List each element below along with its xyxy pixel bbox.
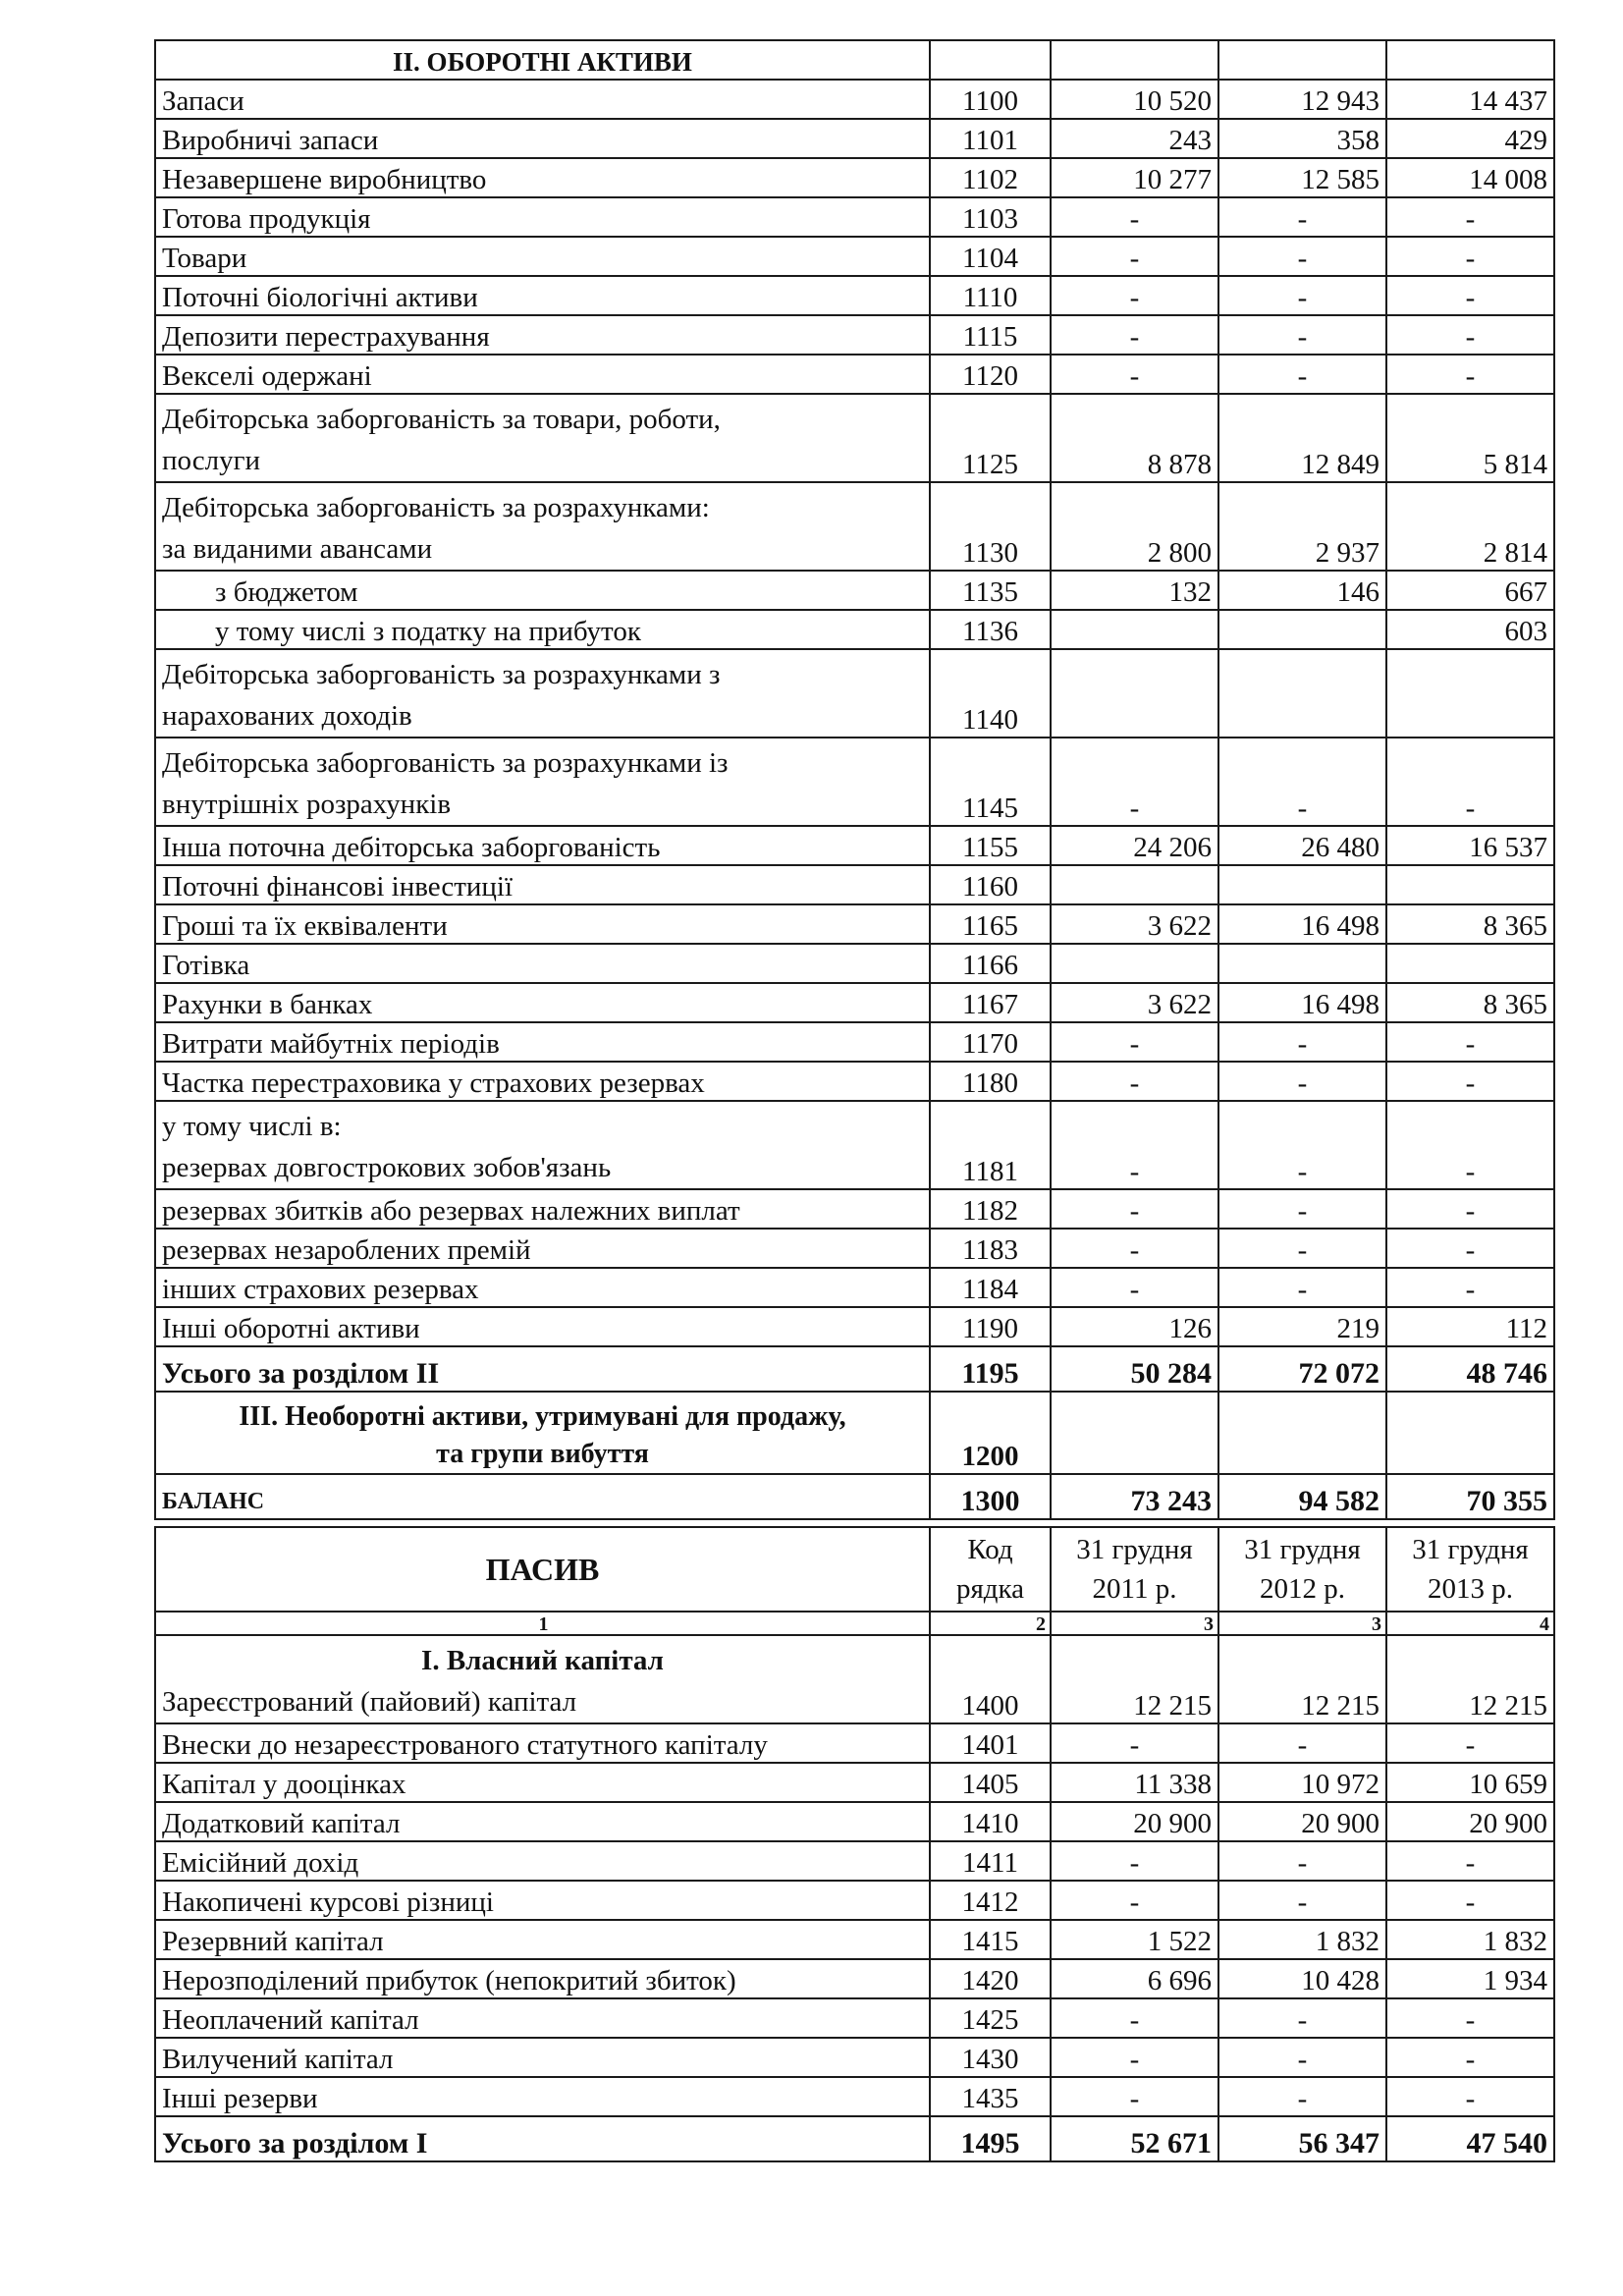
value-2011: 52 671 [1051,2116,1218,2161]
row-label: Поточні біологічні активи [155,276,930,315]
value-2012 [1218,610,1386,649]
value-2012: 10 972 [1218,1763,1386,1802]
table-row [155,80,1554,119]
value-2011: - [1051,1189,1218,1229]
row-label: Поточні фінансові інвестиції [155,865,930,904]
value-2013: 2 814 [1386,482,1554,571]
row-code: 1183 [930,1229,1051,1268]
row-label: у тому числі з податку на прибуток [155,610,930,649]
table-row [155,1307,1554,1346]
row-code: 1100 [930,80,1051,119]
value-2012: 16 498 [1218,904,1386,944]
table-row [155,119,1554,158]
value-2013: 14 008 [1386,158,1554,197]
value-2013 [1386,649,1554,738]
value-2013 [1386,865,1554,904]
value-2011: - [1051,1841,1218,1881]
row-label [155,649,930,738]
value-2013 [1386,944,1554,983]
column-2012-header-line-1: 31 грудня [1244,1534,1361,1565]
value-2011: - [1051,276,1218,315]
table-gap [155,1519,1554,1527]
row-code: 1110 [930,276,1051,315]
table-row [155,276,1554,315]
value-2012: - [1218,1841,1386,1881]
value-2013: - [1386,355,1554,394]
value-2013: 16 537 [1386,826,1554,865]
value-2013: 5 814 [1386,394,1554,482]
row-code: 1102 [930,158,1051,197]
value-2011: 6 696 [1051,1959,1218,1998]
row-code: 1125 [930,394,1051,482]
row-code: 1182 [930,1189,1051,1229]
table-row [155,1763,1554,1802]
value-2013: 667 [1386,571,1554,610]
value-2012: 26 480 [1218,826,1386,865]
value-2013: - [1386,237,1554,276]
value-2013: 10 659 [1386,1763,1554,1802]
row-label: Товари [155,237,930,276]
row-label: інших страхових резервах [155,1268,930,1307]
value-2013 [1386,1392,1554,1474]
code-header [930,1527,1051,1612]
value-2012 [1218,40,1386,80]
value-2013: - [1386,1101,1554,1189]
row-code: 1101 [930,119,1051,158]
value-2013: - [1386,1062,1554,1101]
value-2012: 12 849 [1218,394,1386,482]
table-row [155,315,1554,355]
table-row [155,610,1554,649]
value-2011: - [1051,1022,1218,1062]
table-row [155,944,1554,983]
value-2012 [1218,1392,1386,1474]
row-label-line-2: за виданими авансами [162,533,433,565]
value-2011: - [1051,1101,1218,1189]
value-2013: - [1386,197,1554,237]
row-label: Готівка [155,944,930,983]
row-label: Незавершене виробництво [155,158,930,197]
table-row [155,1101,1554,1189]
value-2013: 48 746 [1386,1346,1554,1392]
row-code: 1401 [930,1723,1051,1763]
value-2011: - [1051,2077,1218,2116]
section-title-row [155,40,1554,80]
value-2013: 1 934 [1386,1959,1554,1998]
column-number: 3 [1051,1612,1218,1635]
row-code: 1300 [930,1474,1051,1519]
row-code: 1195 [930,1346,1051,1392]
row-label: Інші оборотні активи [155,1307,930,1346]
value-2013: - [1386,1881,1554,1920]
column-2012-header [1218,1527,1386,1612]
balance-sheet-page [154,39,1553,2162]
value-2012: - [1218,237,1386,276]
row-label: Додатковий капітал [155,1802,930,1841]
value-2012: 12 943 [1218,80,1386,119]
value-2012: 20 900 [1218,1802,1386,1841]
row-label-line-1: Дебіторська заборгованість за розрахунками із [162,747,729,779]
row-label: резервах збитків або резервах належних виплат [155,1189,930,1229]
value-2012: 72 072 [1218,1346,1386,1392]
gap-cell [1218,1519,1386,1527]
value-2011: 8 878 [1051,394,1218,482]
row-code: 1115 [930,315,1051,355]
table-row [155,865,1554,904]
row-code: 1430 [930,2038,1051,2077]
value-2011: 3 622 [1051,904,1218,944]
row-code: 1140 [930,649,1051,738]
row-label: Капітал у дооцінках [155,1763,930,1802]
table-row [155,1881,1554,1920]
column-number-row [155,1612,1554,1635]
row-label: Нерозподілений прибуток (непокритий збиток) [155,1959,930,1998]
value-2012: - [1218,738,1386,826]
row-label: Емісійний дохід [155,1841,930,1881]
row-code: 1160 [930,865,1051,904]
table-row [155,1062,1554,1101]
row-label: Векселі одержані [155,355,930,394]
row-label: Запаси [155,80,930,119]
value-2011: 24 206 [1051,826,1218,865]
value-2011: - [1051,197,1218,237]
code-header-line-1: Код [967,1534,1013,1565]
value-2012: - [1218,1022,1386,1062]
row-code: 1400 [930,1635,1051,1723]
value-2011: 132 [1051,571,1218,610]
value-2013: - [1386,1189,1554,1229]
table-row [155,983,1554,1022]
row-label-line-2: послуги [162,445,260,476]
value-2012: 2 937 [1218,482,1386,571]
value-2011: 50 284 [1051,1346,1218,1392]
value-2013: - [1386,1998,1554,2038]
liabilities-title: ПАСИВ [155,1527,930,1612]
table-row [155,1802,1554,1841]
value-2011 [1051,40,1218,80]
section-3-title-line-1: ІІІ. Необоротні активи, утримувані для продажу, [239,1401,846,1432]
value-2012: - [1218,1881,1386,1920]
table-row [155,158,1554,197]
gap-cell [1051,1519,1218,1527]
row-label: Усього за розділом І [155,2116,930,2161]
column-number: 3 [1218,1612,1386,1635]
code-header-line-2: рядка [955,1573,1025,1605]
value-2012 [1218,865,1386,904]
row-label-line-1: Дебіторська заборгованість за товари, роботи, [162,404,721,435]
table-row [155,2038,1554,2077]
table-row [155,197,1554,237]
table-row [155,1841,1554,1881]
value-2012 [1218,649,1386,738]
column-2011-header-line-2: 2011 р. [1092,1573,1177,1605]
column-2013-header [1386,1527,1554,1612]
value-2011: 1 522 [1051,1920,1218,1959]
row-label: Усього за розділом ІІ [155,1346,930,1392]
value-2011: 2 800 [1051,482,1218,571]
value-2012: - [1218,1229,1386,1268]
row-code: 1190 [930,1307,1051,1346]
row-code: 1103 [930,197,1051,237]
value-2013: 603 [1386,610,1554,649]
row-label [155,394,930,482]
row-code: 1130 [930,482,1051,571]
column-2013-header-line-2: 2013 р. [1428,1573,1513,1605]
section-total-row [155,2116,1554,2161]
table-row [155,826,1554,865]
value-2012: 12 215 [1218,1635,1386,1723]
value-2012: - [1218,315,1386,355]
row-code: 1181 [930,1101,1051,1189]
value-2012: 10 428 [1218,1959,1386,1998]
section-3-title-line-2: та групи вибуття [436,1439,649,1469]
value-2011: - [1051,237,1218,276]
column-2013-header-line-1: 31 грудня [1412,1534,1529,1565]
row-code: 1410 [930,1802,1051,1841]
row-code: 1495 [930,2116,1051,2161]
table-row [155,1959,1554,1998]
row-code: 1120 [930,355,1051,394]
value-2013: - [1386,2077,1554,2116]
value-2013: - [1386,1841,1554,1881]
value-2013: - [1386,738,1554,826]
value-2012: - [1218,1101,1386,1189]
row-code: 1136 [930,610,1051,649]
value-2012: - [1218,355,1386,394]
value-2012: - [1218,1268,1386,1307]
column-2011-header-line-1: 31 грудня [1076,1534,1193,1565]
value-2011: 126 [1051,1307,1218,1346]
row-label-line-2: внутрішніх розрахунків [162,789,452,820]
row-code: 1184 [930,1268,1051,1307]
value-2013: - [1386,1268,1554,1307]
value-2012: - [1218,276,1386,315]
row-label [155,482,930,571]
row-label: з бюджетом [155,571,930,610]
row-label-line-1: Дебіторська заборгованість за розрахунками: [162,492,710,523]
column-2011-header [1051,1527,1218,1612]
value-2011 [1051,865,1218,904]
section-title: ІІ. ОБОРОТНІ АКТИВИ [155,40,930,80]
row-label: резервах незароблених премій [155,1229,930,1268]
balance-row [155,1474,1554,1519]
value-2013: - [1386,1723,1554,1763]
gap-cell [930,1519,1051,1527]
value-2013: 429 [1386,119,1554,158]
row-label-text: Зареєстрований (пайовий) капітал [162,1686,577,1718]
value-2013: - [1386,276,1554,315]
value-2013: - [1386,2038,1554,2077]
value-2011 [1051,610,1218,649]
value-2011 [1051,649,1218,738]
value-2012: 1 832 [1218,1920,1386,1959]
table-row [155,649,1554,738]
table-row [155,1022,1554,1062]
value-2011: 20 900 [1051,1802,1218,1841]
value-2013: - [1386,1022,1554,1062]
table-body [155,40,1554,2161]
column-2012-header-line-2: 2012 р. [1260,1573,1345,1605]
table-row [155,1635,1554,1723]
value-2011: 10 277 [1051,158,1218,197]
row-label: БАЛАНС [155,1474,930,1519]
value-2011: 3 622 [1051,983,1218,1022]
value-2012: - [1218,1723,1386,1763]
value-2012: - [1218,1998,1386,2038]
row-code: 1165 [930,904,1051,944]
row-label-line-1: Дебіторська заборгованість за розрахунками з [162,659,721,690]
row-code: 1405 [930,1763,1051,1802]
row-code: 1180 [930,1062,1051,1101]
value-2011: - [1051,738,1218,826]
value-2011: - [1051,1881,1218,1920]
table-row [155,394,1554,482]
row-code: 1200 [930,1392,1051,1474]
value-2012: - [1218,197,1386,237]
row-code: 1167 [930,983,1051,1022]
value-2012: - [1218,2038,1386,2077]
value-2011: 12 215 [1051,1635,1218,1723]
value-2012: - [1218,1062,1386,1101]
table-row [155,1189,1554,1229]
value-2011: - [1051,1998,1218,2038]
value-2011: - [1051,1723,1218,1763]
value-2011: - [1051,1062,1218,1101]
section-3-title [155,1392,930,1474]
table-row [155,571,1554,610]
row-code: 1415 [930,1920,1051,1959]
value-2012 [1218,944,1386,983]
value-2012: - [1218,1189,1386,1229]
row-label [155,738,930,826]
value-2013: - [1386,1229,1554,1268]
value-2012: 94 582 [1218,1474,1386,1519]
table-row [155,482,1554,571]
row-label [155,1635,930,1723]
row-label: Витрати майбутніх періодів [155,1022,930,1062]
row-label: Неоплачений капітал [155,1998,930,2038]
value-2011 [1051,1392,1218,1474]
section-3-row [155,1392,1554,1474]
value-2013 [1386,40,1554,80]
row-code: 1425 [930,1998,1051,2038]
value-2013: 20 900 [1386,1802,1554,1841]
row-code [930,40,1051,80]
row-code: 1435 [930,2077,1051,2116]
table-row [155,1998,1554,2038]
value-2011: 10 520 [1051,80,1218,119]
value-2011: 11 338 [1051,1763,1218,1802]
row-code: 1135 [930,571,1051,610]
table-row [155,2077,1554,2116]
section-total-row [155,1346,1554,1392]
row-code: 1104 [930,237,1051,276]
table-row [155,355,1554,394]
value-2011: - [1051,1229,1218,1268]
value-2011: - [1051,355,1218,394]
row-label: Накопичені курсові різниці [155,1881,930,1920]
row-code: 1411 [930,1841,1051,1881]
value-2013: 70 355 [1386,1474,1554,1519]
row-label: Депозити перестрахування [155,315,930,355]
row-label: Внески до незареєстрованого статутного капіталу [155,1723,930,1763]
row-label: Рахунки в банках [155,983,930,1022]
gap-cell [1386,1519,1554,1527]
value-2011: - [1051,2038,1218,2077]
table-row [155,1229,1554,1268]
row-code: 1412 [930,1881,1051,1920]
value-2012: 146 [1218,571,1386,610]
value-2011: 73 243 [1051,1474,1218,1519]
value-2012: 219 [1218,1307,1386,1346]
equity-section-title: І. Власний капітал [421,1645,664,1676]
value-2012: 12 585 [1218,158,1386,197]
gap-cell [155,1519,930,1527]
value-2012: - [1218,2077,1386,2116]
value-2012: 16 498 [1218,983,1386,1022]
row-label: Частка перестраховика у страхових резервах [155,1062,930,1101]
row-label-line-2: нарахованих доходів [162,700,412,732]
row-label: Гроші та їх еквіваленти [155,904,930,944]
value-2013: 8 365 [1386,983,1554,1022]
row-label: Інша поточна дебіторська заборгованість [155,826,930,865]
row-label: Готова продукція [155,197,930,237]
row-label-line-1: у тому числі в: [162,1111,342,1142]
table-row [155,237,1554,276]
column-number: 2 [930,1612,1051,1635]
value-2013: 112 [1386,1307,1554,1346]
value-2011: - [1051,315,1218,355]
row-label: Інші резерви [155,2077,930,2116]
value-2013: - [1386,315,1554,355]
table-row [155,1723,1554,1763]
value-2012: 358 [1218,119,1386,158]
row-label: Резервний капітал [155,1920,930,1959]
table-row [155,738,1554,826]
table-row [155,1920,1554,1959]
value-2011: - [1051,1268,1218,1307]
row-label [155,1101,930,1189]
row-label: Вилучений капітал [155,2038,930,2077]
value-2012: 56 347 [1218,2116,1386,2161]
table-row [155,904,1554,944]
value-2011: 243 [1051,119,1218,158]
row-code: 1166 [930,944,1051,983]
row-code: 1420 [930,1959,1051,1998]
row-label: Виробничі запаси [155,119,930,158]
column-number: 1 [155,1612,930,1635]
row-code: 1145 [930,738,1051,826]
value-2013: 8 365 [1386,904,1554,944]
row-label-line-2: резервах довгострокових зобов'язань [162,1152,612,1183]
value-2013: 14 437 [1386,80,1554,119]
row-code: 1155 [930,826,1051,865]
value-2011 [1051,944,1218,983]
value-2013: 12 215 [1386,1635,1554,1723]
column-number: 4 [1386,1612,1554,1635]
value-2013: 47 540 [1386,2116,1554,2161]
balance-sheet-table [154,39,1555,2162]
value-2013: 1 832 [1386,1920,1554,1959]
table-row [155,1268,1554,1307]
liabilities-header-row [155,1527,1554,1612]
row-code: 1170 [930,1022,1051,1062]
